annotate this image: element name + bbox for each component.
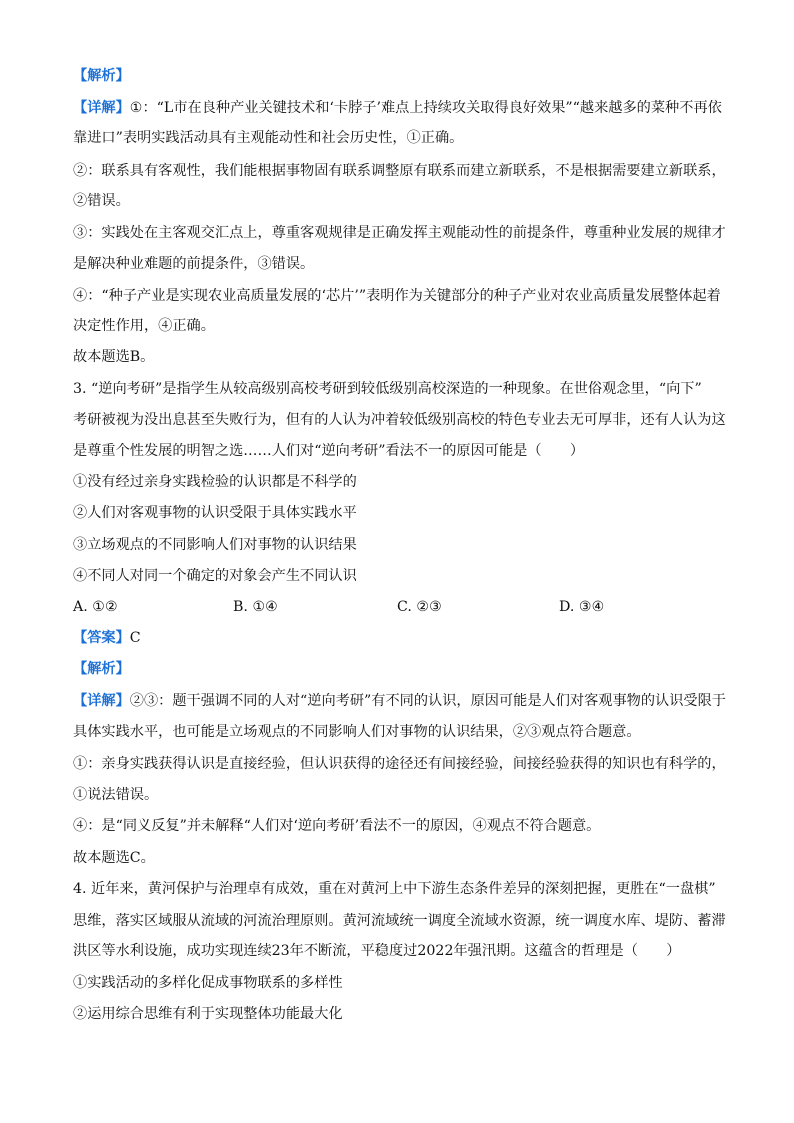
text-line: ②错误。 <box>73 193 130 209</box>
option-a: A. ①② <box>73 599 118 615</box>
statement-2: ②人们对客观事物的认识受限于具体实践水平 <box>73 505 357 521</box>
question-3-stem: 是尊重个性发展的明智之选……人们对“逆向考研”看法不一的原因可能是（ ） <box>73 443 585 459</box>
analysis-tag: 【解析】 <box>73 68 130 84</box>
detail-tag: 【详解】 <box>73 100 130 116</box>
statement-1: ①没有经过亲身实践检验的认识都是不科学的 <box>73 474 357 490</box>
option-b: B. ①④ <box>233 599 278 615</box>
text-line: 决定性作用，④正确。 <box>73 318 215 334</box>
question-4-stem: 4. 近年来，黄河保护与治理卓有成效，重在对黄河上中下游生态条件差异的深刻把握，更胜在“一盘棋” <box>73 881 716 897</box>
text-line: 靠进口”表明实践活动具有主观能动性和社会历史性，①正确。 <box>73 130 464 146</box>
statement-1: ①实践活动的多样化促成事物联系的多样性 <box>73 975 343 991</box>
option-d: D. ③④ <box>559 599 605 615</box>
answer-tag: 【答案】 <box>73 630 130 646</box>
detail-tag: 【详解】 <box>73 693 130 709</box>
detail-paragraph-1 <box>73 691 726 711</box>
text-line: ①：亲身实践获得认识是直接经验，但认识获得的途径还有间接经验，间接经验获得的知识也有科学的， <box>73 756 726 772</box>
statement-3: ③立场观点的不同影响人们对事物的认识结果 <box>73 537 357 553</box>
question-4-stem: 洪区等水利设施，成功实现连续23年不断流，平稳度过2022年强汛期。这蕴含的哲理是（ ） <box>73 943 681 959</box>
conclusion: 故本题选B。 <box>73 349 155 365</box>
question-3-stem: 考研被视为没出息甚至失败行为，但有的人认为冲着较低级别高校的特色专业去无可厚非，还有人认为这 <box>73 412 726 428</box>
text-line: ④：“种子产业是实现农业高质量发展的‘芯片’”表明作为关键部分的种子产业对农业高质量发展整体起着 <box>73 288 721 304</box>
detail-paragraph-1 <box>73 98 722 118</box>
text-line: ③：实践处在主客观交汇点上，尊重客观规律是正确发挥主观能动性的前提条件，尊重种业发展的规律才 <box>73 225 726 241</box>
text-line: 具体实践水平，也可能是立场观点的不同影响人们对事物的认识结果，②③观点符合题意。 <box>73 724 641 740</box>
question-3-stem: 3. “逆向考研”是指学生从较高级别高校考研到较低级别高校深造的一种现象。在世俗观念里，“向下” <box>73 381 702 397</box>
text-line: ②：联系具有客观性，我们能根据事物固有联系调整原有联系而建立新联系，不是根据需要建立新联系， <box>73 163 726 179</box>
statement-4: ④不同人对同一个确定的对象会产生不同认识 <box>73 568 357 584</box>
conclusion: 故本题选C。 <box>73 850 155 866</box>
analysis-tag: 【解析】 <box>73 661 130 677</box>
text-line: 是解决种业难题的前提条件，③错误。 <box>73 256 315 272</box>
text-line: ②③：题干强调不同的人对“逆向考研”有不同的认识，原因可能是人们对客观事物的认识受限于 <box>129 693 726 709</box>
statement-2: ②运用综合思维有利于实现整体功能最大化 <box>73 1006 343 1022</box>
text-line: ①：“L市在良种产业关键技术和‘卡脖子’难点上持续攻关取得良好效果”“越来越多的菜种不再依 <box>129 100 722 116</box>
text-line: ④：是“同义反复”并未解释“人们对‘逆向考研’看法不一的原因，④观点不符合题意。 <box>73 818 601 834</box>
question-4-stem: 思维，落实区域服从流域的河流治理原则。黄河流域统一调度全流域水资源，统一调度水库、堤防、蓄滞 <box>73 913 726 929</box>
answer-value: C <box>129 630 141 646</box>
text-line: ①说法错误。 <box>73 787 159 803</box>
option-c: C. ②③ <box>397 599 442 615</box>
answer-line <box>73 628 141 648</box>
